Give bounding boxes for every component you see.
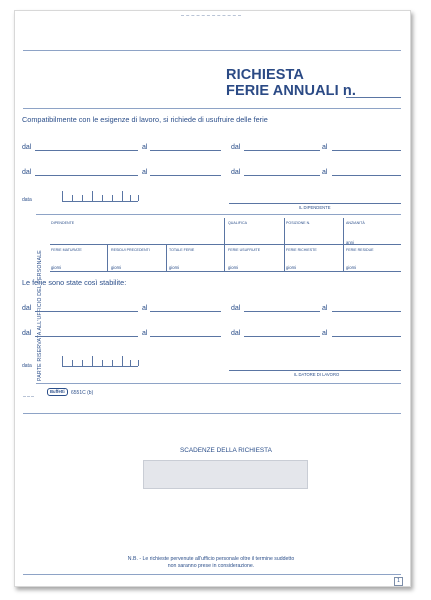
- dal-label: dal: [22, 330, 32, 337]
- table-divider: [107, 245, 108, 271]
- ferie-usufruite-header: FERIE USUFRUITE: [228, 248, 261, 252]
- dal-field[interactable]: [35, 311, 138, 312]
- dipendente-header: DIPENDENTE: [51, 221, 75, 225]
- dal-label: dal: [231, 144, 241, 151]
- table-divider: [284, 218, 285, 244]
- table-row1-rule: [50, 244, 401, 245]
- anni-unit: anni: [346, 240, 354, 245]
- page-number: 1: [394, 577, 403, 586]
- dal-label: dal: [231, 330, 241, 337]
- al-field[interactable]: [332, 150, 401, 151]
- table-divider: [343, 218, 344, 244]
- dal-field[interactable]: [244, 311, 320, 312]
- scadenze-input-box[interactable]: [143, 460, 308, 489]
- table-divider: [224, 245, 225, 271]
- giorni-unit: giorni: [346, 265, 357, 270]
- anzianita-header: ANZIANITÀ: [346, 221, 365, 225]
- al-label: al: [142, 330, 148, 337]
- reserved-section-top-rule: [36, 214, 401, 215]
- datore-signature-field[interactable]: [229, 370, 401, 371]
- footer-top-rule: [23, 413, 401, 414]
- table-divider: [224, 218, 225, 244]
- table-divider: [343, 245, 344, 271]
- note-line1: N.B. - Le richieste pervenute all'ufficio personale oltre il termine suddetto: [127, 556, 295, 562]
- dal-field[interactable]: [35, 336, 138, 337]
- qualifica-header: QUALIFICA: [228, 221, 247, 225]
- al-field[interactable]: [150, 311, 221, 312]
- form-code: 6551C (b): [71, 390, 94, 396]
- totale-ferie-header: TOTALE FERIE: [169, 248, 195, 252]
- al-field[interactable]: [150, 150, 221, 151]
- al-field[interactable]: [332, 175, 401, 176]
- title-rule: [23, 108, 401, 109]
- al-field[interactable]: [150, 336, 221, 337]
- al-field[interactable]: [150, 175, 221, 176]
- title-line2: FERIE ANNUALI n.: [226, 83, 356, 99]
- dipendente-label: IL DIPENDENTE: [299, 205, 331, 210]
- dal-label: dal: [231, 169, 241, 176]
- dal-field[interactable]: [244, 336, 320, 337]
- al-label: al: [142, 144, 148, 151]
- al-field[interactable]: [332, 311, 401, 312]
- dal-field[interactable]: [244, 175, 320, 176]
- dal-label: dal: [22, 169, 32, 176]
- giorni-unit: giorni: [228, 265, 239, 270]
- table-divider: [166, 245, 167, 271]
- al-label: al: [142, 305, 148, 312]
- data-label: data: [22, 363, 32, 369]
- date-comb-field[interactable]: [62, 191, 138, 202]
- al-field[interactable]: [332, 336, 401, 337]
- brand-logo: Buffetti: [47, 388, 68, 396]
- al-label: al: [322, 144, 328, 151]
- table-row2-rule: [50, 271, 401, 272]
- datore-label: IL DATORE DI LAVORO: [294, 372, 340, 377]
- al-label: al: [322, 330, 328, 337]
- dipendente-signature-field[interactable]: [229, 203, 401, 204]
- reserved-section-side-text: PARTE RISERVATA ALL'UFFICIO DEL PERSONALE: [37, 250, 43, 381]
- table-divider: [284, 245, 285, 271]
- dal-field[interactable]: [35, 175, 138, 176]
- dal-label: dal: [231, 305, 241, 312]
- giorni-unit: giorni: [169, 265, 180, 270]
- request-number-field[interactable]: [346, 97, 401, 98]
- al-label: al: [142, 169, 148, 176]
- dal-field[interactable]: [35, 150, 138, 151]
- al-label: al: [322, 305, 328, 312]
- date-comb-field[interactable]: [62, 356, 138, 367]
- al-label: al: [322, 169, 328, 176]
- bottom-rule: [23, 574, 401, 575]
- data-label: data: [22, 197, 32, 203]
- dal-label: dal: [22, 144, 32, 151]
- established-text: Le ferie sono state così stabilite:: [22, 278, 127, 287]
- title-line1: RICHIESTA: [226, 67, 304, 83]
- giorni-unit: giorni: [111, 265, 122, 270]
- ferie-residue-header: FERIE RESIDUE: [346, 248, 374, 252]
- note-line2: non saranno prese in considerazione.: [167, 563, 255, 569]
- dal-field[interactable]: [244, 150, 320, 151]
- left-dash-mark: [23, 396, 34, 397]
- reserved-section-bottom-rule: [36, 383, 401, 384]
- residui-precedenti-header: RESIDUI PRECEDENTI: [111, 248, 150, 252]
- dal-label: dal: [22, 305, 32, 312]
- posizione-header: POSIZIONE N.: [286, 221, 311, 225]
- scadenze-heading: SCADENZE DELLA RICHIESTA: [180, 447, 272, 454]
- ferie-maturate-header: FERIE MATURATE: [51, 248, 82, 252]
- ferie-richieste-header: FERIE RICHIESTE: [286, 248, 317, 252]
- giorni-unit: giorni: [286, 265, 297, 270]
- intro-text: Compatibilmente con le esigenze di lavoro, si richiede di usufruire delle ferie: [22, 115, 268, 124]
- form-sheet: [14, 10, 411, 587]
- top-dash-divider: [181, 15, 241, 16]
- giorni-unit: giorni: [51, 265, 62, 270]
- header-rule: [23, 50, 401, 51]
